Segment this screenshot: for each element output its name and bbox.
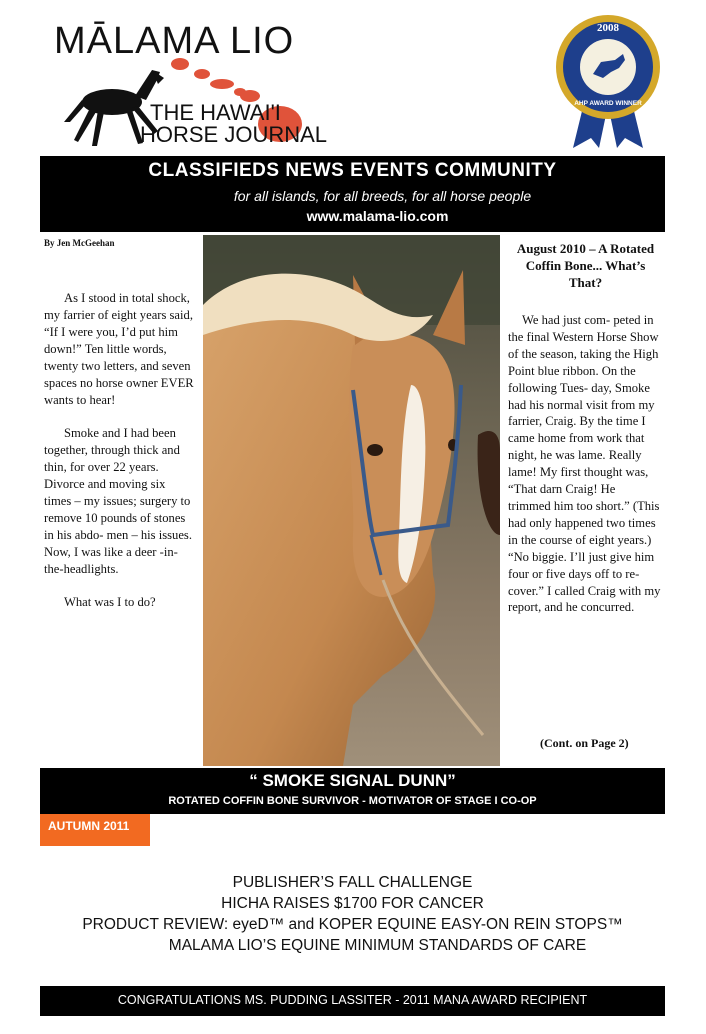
teaser-item: MALAMA LIO’S EQUINE MINIMUM STANDARDS OF CARE bbox=[168, 937, 587, 954]
masthead bbox=[40, 18, 340, 153]
article-headline: August 2010 – A Rotated Coffin Bone... What’s That? bbox=[516, 241, 655, 290]
banner-tagline: for all islands, for all breeds, for all horse people bbox=[233, 188, 532, 204]
award-badge bbox=[553, 12, 663, 150]
feature-title: “ SMOKE SIGNAL DUNN” bbox=[249, 771, 456, 790]
footer-banner bbox=[40, 986, 665, 1016]
masthead-subtitle-2: HORSE JOURNAL bbox=[140, 122, 328, 147]
byline: By Jen McGeehan bbox=[44, 238, 115, 248]
article-paragraph: As I stood in total shock, my farrier of eight years said, “If I were you, I’d put him down!” Ten little words, twenty two letters, and seven spaces no horse owner EVER wants to hear! bbox=[44, 291, 194, 407]
teaser-item: PUBLISHER’S FALL CHALLENGE bbox=[232, 874, 473, 891]
badge-award-text: AHP AWARD WINNER bbox=[574, 100, 642, 107]
feature-subtitle: ROTATED COFFIN BONE SURVIVOR - MOTIVATOR OF STAGE I CO-OP bbox=[168, 795, 537, 807]
website-link[interactable]: www.malama-lio.com bbox=[306, 208, 449, 224]
feature-bar bbox=[40, 768, 665, 814]
article-paragraph: We had just com- peted in the final Western Horse Show of the season, taking the High Point blue ribbon. On the following Tues- day, Smoke had his normal visit from my farrier, Craig. By the time I came home from work that night, he was lame. Really lame! My first thought was, “That darn Craig! He trimmed him too short.” (This had only happened two times in the course of eight years.) “No biggie. I’ll just give him four or five days off to re- cover.” I called Craig with my report, and he concurred. bbox=[508, 313, 661, 615]
top-banner bbox=[40, 156, 665, 232]
horse-photo bbox=[203, 235, 500, 766]
season-text: AUTUMN 2011 bbox=[48, 819, 130, 833]
masthead-subtitle-1: THE HAWAI'I bbox=[150, 100, 281, 125]
teaser-item: PRODUCT REVIEW: eyeD™ and KOPER EQUINE EASY-ON REIN STOPS™ bbox=[82, 916, 623, 933]
footer-text: CONGRATULATIONS MS. PUDDING LASSITER - 2011 MANA AWARD RECIPIENT bbox=[117, 993, 588, 1007]
badge-year: 2008 bbox=[597, 22, 619, 34]
article-paragraph: What was I to do? bbox=[64, 595, 156, 609]
article-right-column bbox=[508, 312, 661, 616]
season-label bbox=[40, 814, 150, 846]
banner-sections: CLASSIFIEDS NEWS EVENTS COMMUNITY bbox=[148, 160, 557, 181]
article-paragraph: Smoke and I had been together, through thick and thin, for over 22 years. Divorce and moving six times – my issues; surgery to remove 10 pounds of stones in his abdo- men – his issues. Now, I was like a deer -in-the-headlights. bbox=[44, 426, 192, 576]
masthead-title: MĀLAMA LIO bbox=[54, 20, 295, 62]
article-left-column bbox=[44, 290, 194, 627]
teaser-item: HICHA RAISES $1700 FOR CANCER bbox=[221, 895, 484, 912]
teaser-list bbox=[40, 872, 665, 956]
continued-note: (Cont. on Page 2) bbox=[540, 736, 629, 750]
